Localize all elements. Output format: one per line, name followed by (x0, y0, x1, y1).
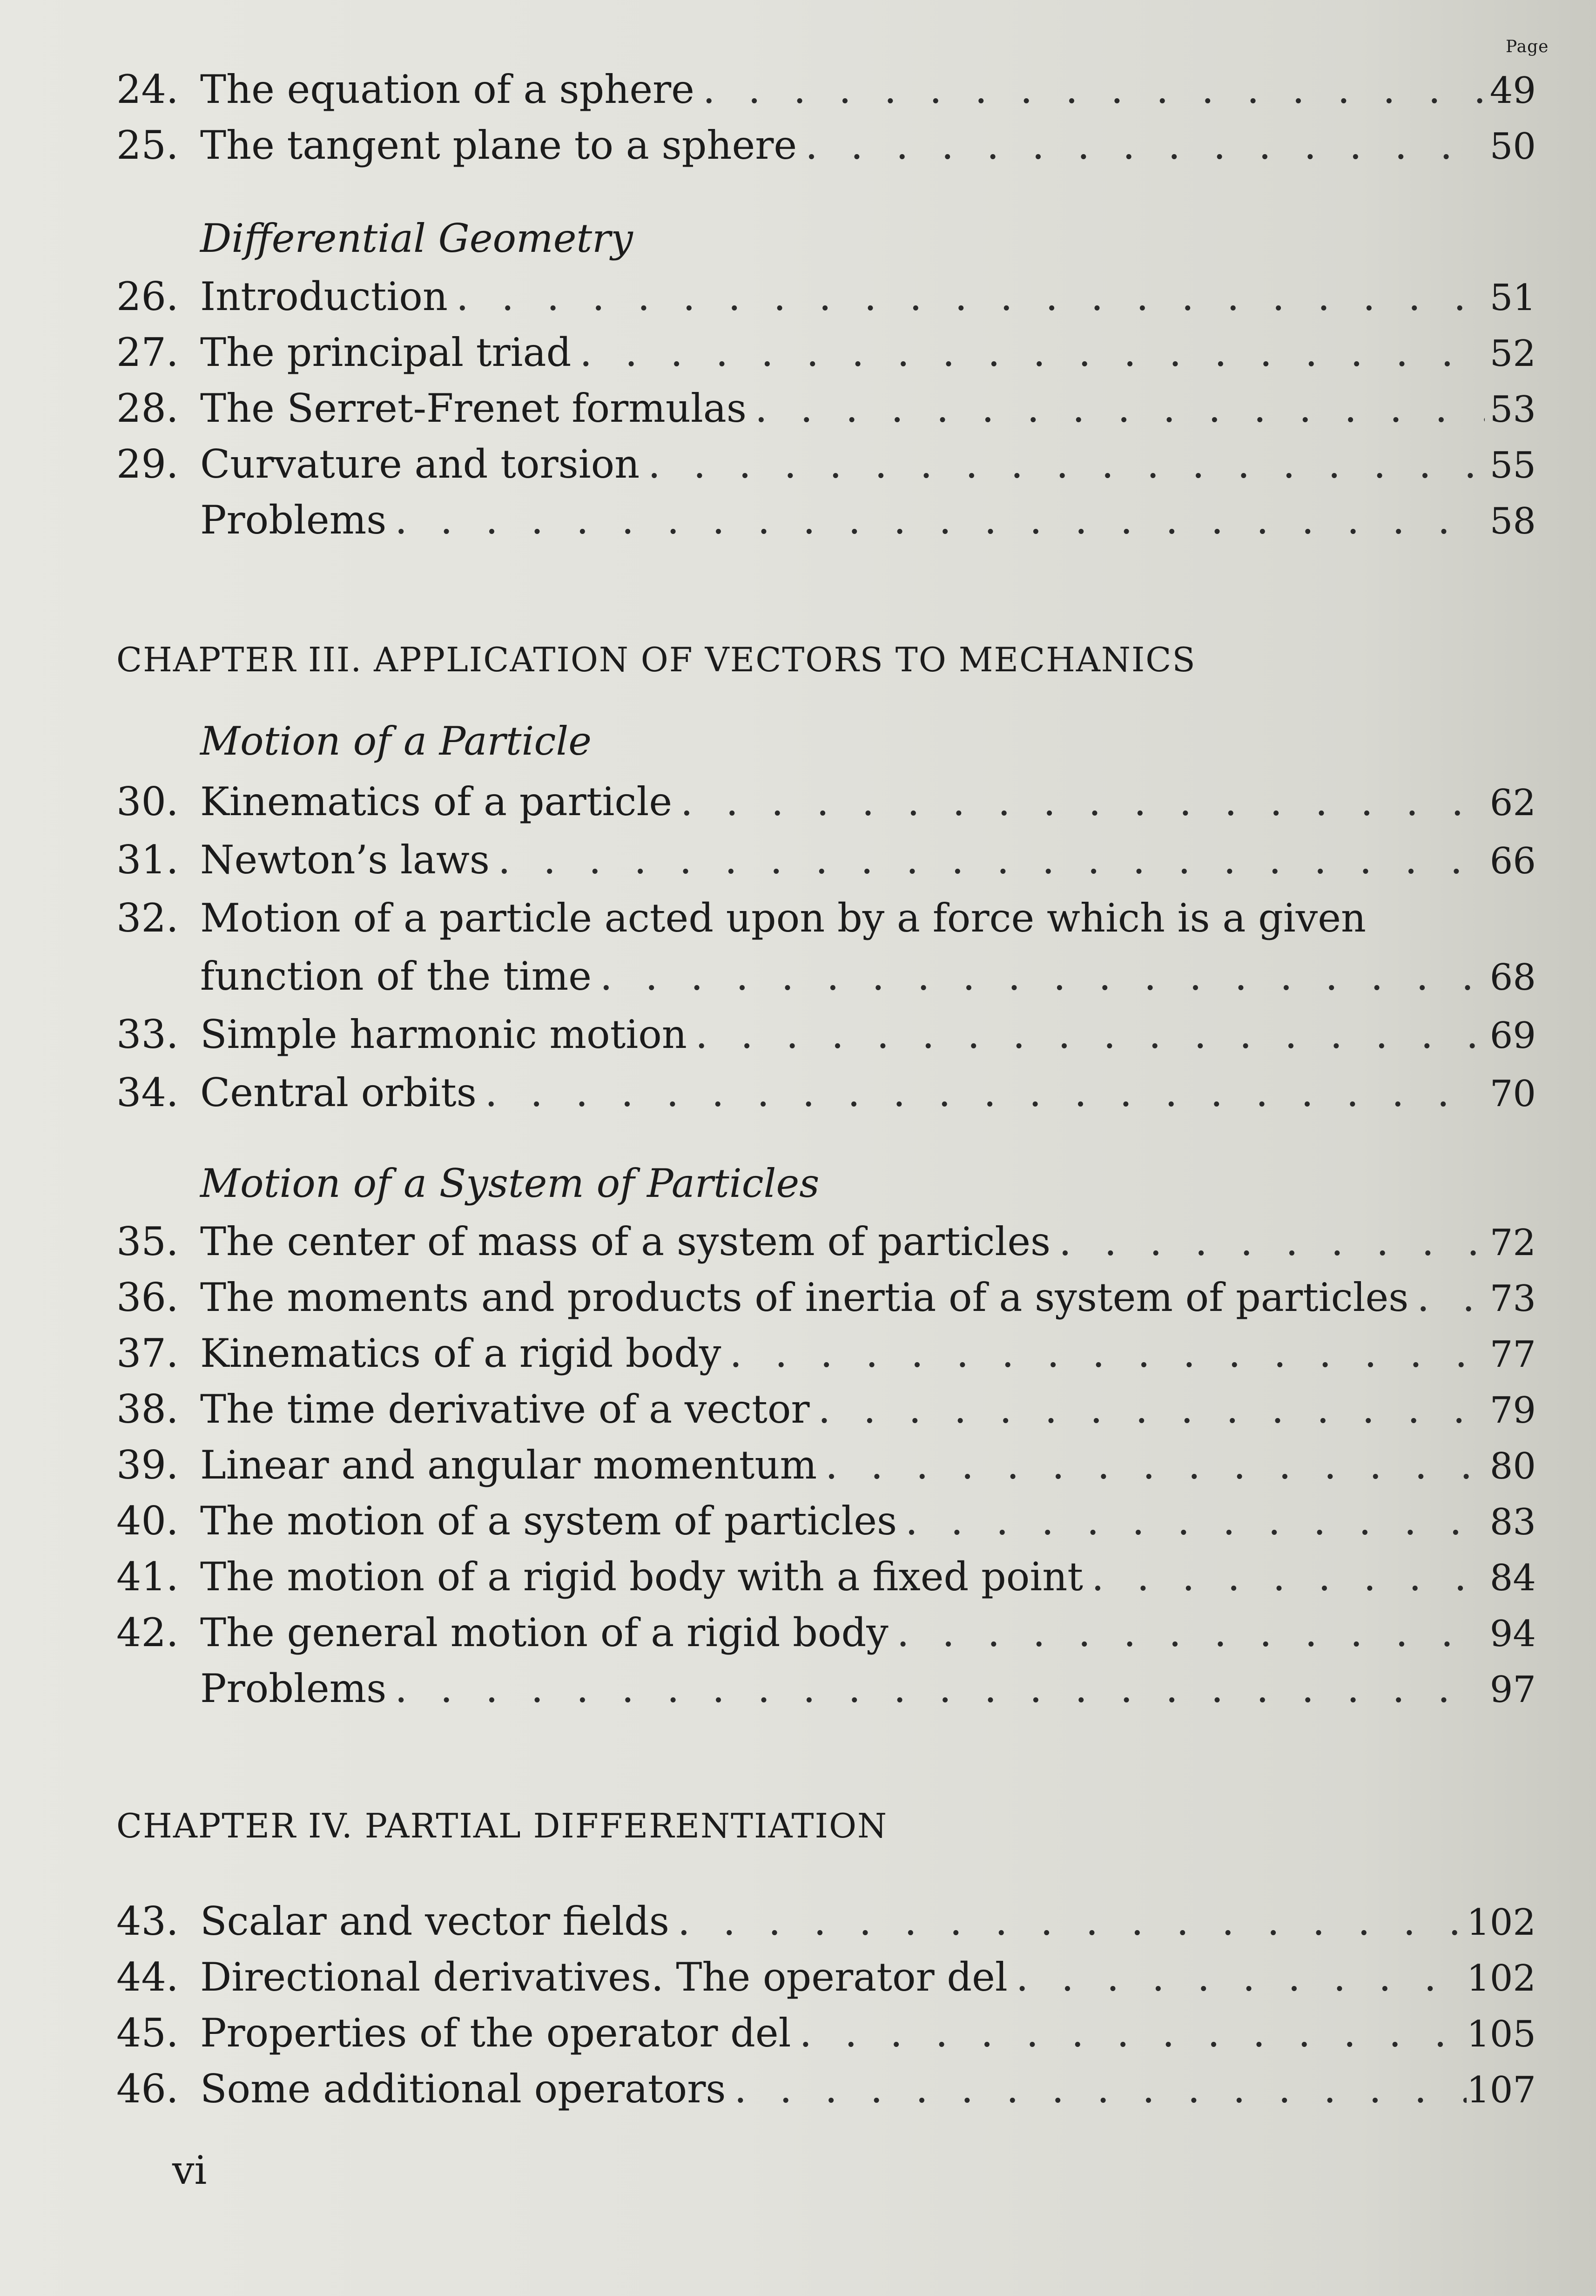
toc-entry-30 (116, 777, 1536, 826)
entry-number: 25. (116, 122, 179, 168)
entry-page: 107 (1467, 2069, 1536, 2111)
toc-entry-27 (116, 328, 1536, 377)
entry-number: 28. (116, 385, 179, 431)
dot-leader (889, 1608, 1485, 1657)
entry-page: 50 (1489, 126, 1536, 168)
chapter-heading-iv: CHAPTER IV. PARTIAL DIFFERENTIATION (116, 1806, 888, 1845)
toc-entry-44 (116, 1953, 1536, 2002)
entry-page: 70 (1489, 1073, 1536, 1115)
entry-page: 68 (1489, 957, 1536, 999)
entry-title: function of the time (200, 953, 592, 999)
entry-title: Linear and angular momentum (200, 1442, 817, 1488)
toc-entry-problems-ch2 (116, 496, 1536, 545)
toc-entry-32-continued (116, 952, 1536, 1001)
dot-leader (1408, 1273, 1485, 1322)
section-heading-differential-geometry: Differential Geometry (200, 216, 633, 261)
toc-entry-32 (116, 894, 1536, 943)
toc-entry-45 (116, 2009, 1536, 2058)
toc-entry-28 (116, 384, 1536, 433)
toc-entry-39 (116, 1441, 1536, 1490)
dot-leader (490, 836, 1485, 885)
entry-number: 35. (116, 1219, 179, 1264)
toc-entry-42 (116, 1608, 1536, 1657)
entry-page: 69 (1489, 1015, 1536, 1057)
entry-number: 43. (116, 1898, 179, 1944)
entry-page: 77 (1489, 1334, 1536, 1376)
entry-number: 44. (116, 1954, 179, 2000)
entry-number: 31. (116, 837, 179, 883)
entry-number: 38. (116, 1386, 179, 1432)
toc-entry-problems-ch3 (116, 1664, 1536, 1713)
entry-number: 40. (116, 1498, 179, 1544)
dot-leader (448, 272, 1485, 321)
entry-title: The motion of a system of particles (200, 1498, 897, 1544)
entry-number: 42. (116, 1610, 179, 1655)
dot-leader (747, 384, 1485, 433)
toc-entry-25 (116, 121, 1536, 170)
entry-page: 102 (1467, 1958, 1536, 1999)
dot-leader (694, 65, 1485, 114)
entry-number: 24. (116, 67, 179, 112)
entry-page: 97 (1489, 1669, 1536, 1711)
entry-number: 26. (116, 274, 179, 319)
entry-title: Properties of the operator del (200, 2010, 791, 2056)
entry-page: 55 (1489, 445, 1536, 486)
entry-title: Kinematics of a particle (200, 779, 673, 824)
entry-title: Curvature and torsion (200, 441, 640, 487)
toc-entry-31 (116, 836, 1536, 885)
entry-page: 51 (1489, 277, 1536, 319)
entry-page: 52 (1489, 333, 1536, 375)
entry-title: Simple harmonic motion (200, 1012, 687, 1057)
entry-page: 53 (1489, 389, 1536, 431)
entry-page: 80 (1489, 1445, 1536, 1487)
entry-title: Some additional operators (200, 2066, 726, 2112)
dot-leader (791, 2009, 1467, 2058)
chapter-heading-iii: CHAPTER III. APPLICATION OF VECTORS TO MECHANICS (116, 640, 1196, 679)
page-column-heading: Page (1506, 37, 1549, 56)
dot-leader (817, 1441, 1485, 1490)
entry-title: The Serret-Frenet formulas (200, 385, 747, 431)
dot-leader (1051, 1217, 1485, 1266)
dot-leader (592, 952, 1485, 1001)
toc-page (116, 37, 1549, 2253)
dot-leader (669, 1897, 1467, 1946)
dot-leader (386, 496, 1485, 545)
entry-page: 84 (1489, 1557, 1536, 1599)
toc-entry-33 (116, 1010, 1536, 1059)
entry-title: The principal triad (200, 330, 572, 375)
entry-page: 73 (1489, 1278, 1536, 1320)
dot-leader (477, 1068, 1485, 1117)
dot-leader (797, 121, 1485, 170)
entry-title: The equation of a sphere (200, 67, 694, 112)
entry-number: 34. (116, 1070, 179, 1115)
entry-title: The motion of a rigid body with a fixed point (200, 1554, 1084, 1600)
toc-entry-35 (116, 1217, 1536, 1266)
entry-title: Kinematics of a rigid body (200, 1330, 721, 1376)
entry-title: The time derivative of a vector (200, 1386, 810, 1432)
page-folio: vi (172, 2147, 207, 2193)
entry-page: 58 (1489, 500, 1536, 542)
dot-leader (672, 777, 1485, 826)
entry-title: The center of mass of a system of particles (200, 1219, 1051, 1264)
dot-leader (571, 328, 1485, 377)
entry-title: Newton’s laws (200, 837, 490, 883)
dot-leader (897, 1497, 1485, 1546)
toc-entry-38 (116, 1385, 1536, 1434)
toc-entry-46 (116, 2065, 1536, 2114)
entry-title: Problems (200, 1666, 387, 1711)
toc-entry-29 (116, 440, 1536, 489)
entry-page: 83 (1489, 1501, 1536, 1543)
toc-entry-40 (116, 1497, 1536, 1546)
entry-page: 79 (1489, 1390, 1536, 1432)
entry-number: 30. (116, 779, 179, 824)
entry-title: Central orbits (200, 1070, 477, 1115)
entry-page: 66 (1489, 840, 1536, 882)
entry-page: 105 (1467, 2013, 1536, 2055)
entry-number: 46. (116, 2066, 179, 2112)
dot-leader (640, 440, 1485, 489)
dot-leader (687, 1010, 1485, 1059)
entry-number: 33. (116, 1012, 179, 1057)
toc-entry-26 (116, 272, 1536, 321)
dot-leader (810, 1385, 1485, 1434)
entry-page: 72 (1489, 1222, 1536, 1264)
entry-number: 45. (116, 2010, 179, 2056)
toc-entry-34 (116, 1068, 1536, 1117)
entry-title: The tangent plane to a sphere (200, 122, 797, 168)
entry-title: The moments and products of inertia of a system of particles (200, 1275, 1409, 1320)
toc-entry-24 (116, 65, 1536, 114)
section-heading-motion-of-a-particle: Motion of a Particle (200, 718, 592, 764)
toc-entry-41 (116, 1553, 1536, 1601)
entry-number: 39. (116, 1442, 179, 1488)
entry-page: 62 (1489, 782, 1536, 824)
dot-leader (726, 2065, 1467, 2114)
entry-title: Motion of a particle acted upon by a force which is a given (200, 895, 1367, 941)
entry-number: 32. (116, 895, 179, 941)
entry-title: Scalar and vector fields (200, 1898, 669, 1944)
dot-leader (1083, 1553, 1485, 1601)
toc-entry-43 (116, 1897, 1536, 1946)
toc-entry-37 (116, 1329, 1536, 1378)
dot-leader (386, 1664, 1485, 1713)
entry-page: 102 (1467, 1902, 1536, 1944)
entry-number: 41. (116, 1554, 179, 1600)
entry-title: The general motion of a rigid body (200, 1610, 889, 1655)
entry-number: 37. (116, 1330, 179, 1376)
entry-title: Introduction (200, 274, 448, 319)
entry-number: 29. (116, 441, 179, 487)
entry-title: Directional derivatives. The operator del (200, 1954, 1008, 2000)
entry-page: 49 (1489, 70, 1536, 112)
dot-leader (721, 1329, 1485, 1378)
entry-number: 27. (116, 330, 179, 375)
dot-leader (1008, 1953, 1467, 2002)
entry-number: 36. (116, 1275, 179, 1320)
section-heading-motion-of-a-system: Motion of a System of Particles (200, 1161, 820, 1206)
entry-title: Problems (200, 497, 387, 543)
toc-entry-36 (116, 1273, 1536, 1322)
entry-page: 94 (1489, 1613, 1536, 1655)
